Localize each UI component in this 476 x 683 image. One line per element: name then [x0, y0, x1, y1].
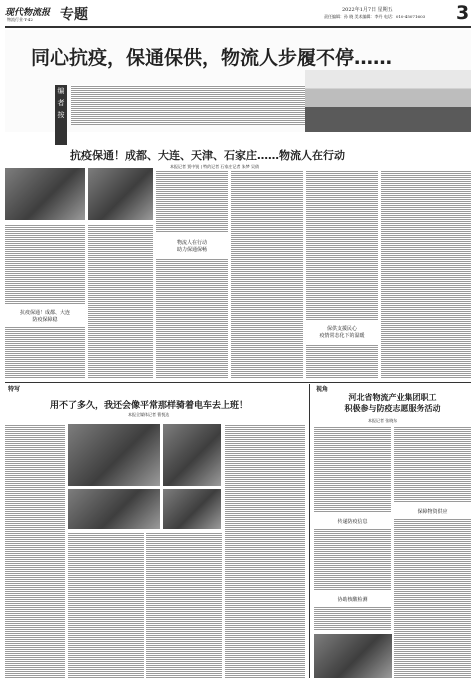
story3-col1b: [314, 528, 391, 590]
subhead-line: 疫情常态化下的温暖: [319, 333, 365, 339]
tag-char: 者: [57, 99, 65, 107]
section-name: 专题: [60, 7, 88, 23]
subhead-line: 物流人在行动: [176, 240, 207, 246]
story3-col1c: [314, 606, 391, 630]
ribbon-right: 视角: [316, 386, 329, 393]
story3-col1: [314, 426, 391, 512]
story2-title: 用不了多久，我还会像平常那样骑着电车去上班！: [50, 401, 249, 411]
editor-contact: 责任编辑：孙 晓 美术编辑：李丹 电话：010-45071603: [324, 14, 426, 19]
story2-photo-2: [163, 424, 221, 486]
story2-byline: 本报全媒体记者 曹悦达: [128, 412, 170, 417]
workers-photo: [5, 168, 85, 220]
story2-col2: [68, 532, 144, 678]
masthead: [0, 0, 476, 26]
story2-col4: [225, 424, 305, 678]
story2-photo-4: [163, 489, 221, 529]
banner-title: 同心抗疫，保通保供，物流人步履不停……: [31, 47, 393, 69]
subhead-line: 保供支援民心: [326, 326, 357, 332]
editor-note-text: [71, 85, 311, 125]
subhead-b: 保障物资供应: [417, 509, 448, 515]
story3-col2: [394, 426, 471, 502]
story3-col2b: [394, 518, 471, 678]
story3-title-line: 河北省物流产业集团职工: [348, 393, 437, 402]
story-divider: [309, 384, 310, 678]
col5b-text: [306, 344, 378, 378]
col3b-text: [156, 258, 228, 378]
col2-text: [88, 224, 153, 378]
subhead-a: 传递防疫信息: [337, 519, 368, 525]
issue-date: 2022年1月7日 星期五: [342, 7, 393, 13]
story3-title-line: 积极参与防疫志愿服务活动: [344, 404, 441, 413]
banner: [5, 30, 471, 132]
col5-subhead: [306, 326, 378, 340]
ribbon-left: 特写: [8, 386, 21, 393]
section-divider: [5, 382, 471, 383]
paper-name: 现代物流报: [5, 8, 51, 18]
col3-subhead: [156, 240, 228, 254]
masthead-rule: [5, 26, 471, 28]
trucks-photo: [305, 70, 471, 132]
subhead-line: 助力保通保畅: [176, 247, 207, 253]
col4-text: [231, 170, 303, 378]
feature-title: 抗疫保通！成都、大连、天津、石家庄……物流人在行动: [70, 149, 345, 162]
col6-text: [381, 170, 471, 378]
editor-note-tag: [55, 85, 67, 145]
tag-char: 编: [57, 87, 65, 95]
col3-text: [156, 170, 228, 232]
feature-byline: 本报记者 贾中锐 | 特约记者 石家庄记者 朱梦 吴倩: [170, 164, 259, 169]
story2-photo-3: [68, 489, 160, 529]
col1b-text: [5, 326, 85, 378]
subhead-c: 协助核酸检测: [337, 597, 368, 603]
story3-byline: 本报记者 张晓东: [368, 418, 398, 423]
story2-photo-1: [68, 424, 160, 486]
tag-char: 按: [57, 111, 65, 119]
subhead-line: 抗疫保通！成都、大连: [19, 310, 70, 316]
story3-title: [314, 392, 471, 414]
col1-subhead: [5, 310, 85, 324]
paper-sub: 物流行业·T-42: [7, 17, 33, 22]
story2-col1: [5, 424, 65, 678]
story3-photo: [314, 634, 392, 678]
col5-text: [306, 170, 378, 320]
subhead-line: 防疫保障稳: [32, 317, 58, 323]
page-number: 3: [456, 2, 470, 24]
volunteers-photo: [88, 168, 153, 220]
col1-text: [5, 224, 85, 304]
story2-col3: [146, 532, 222, 678]
